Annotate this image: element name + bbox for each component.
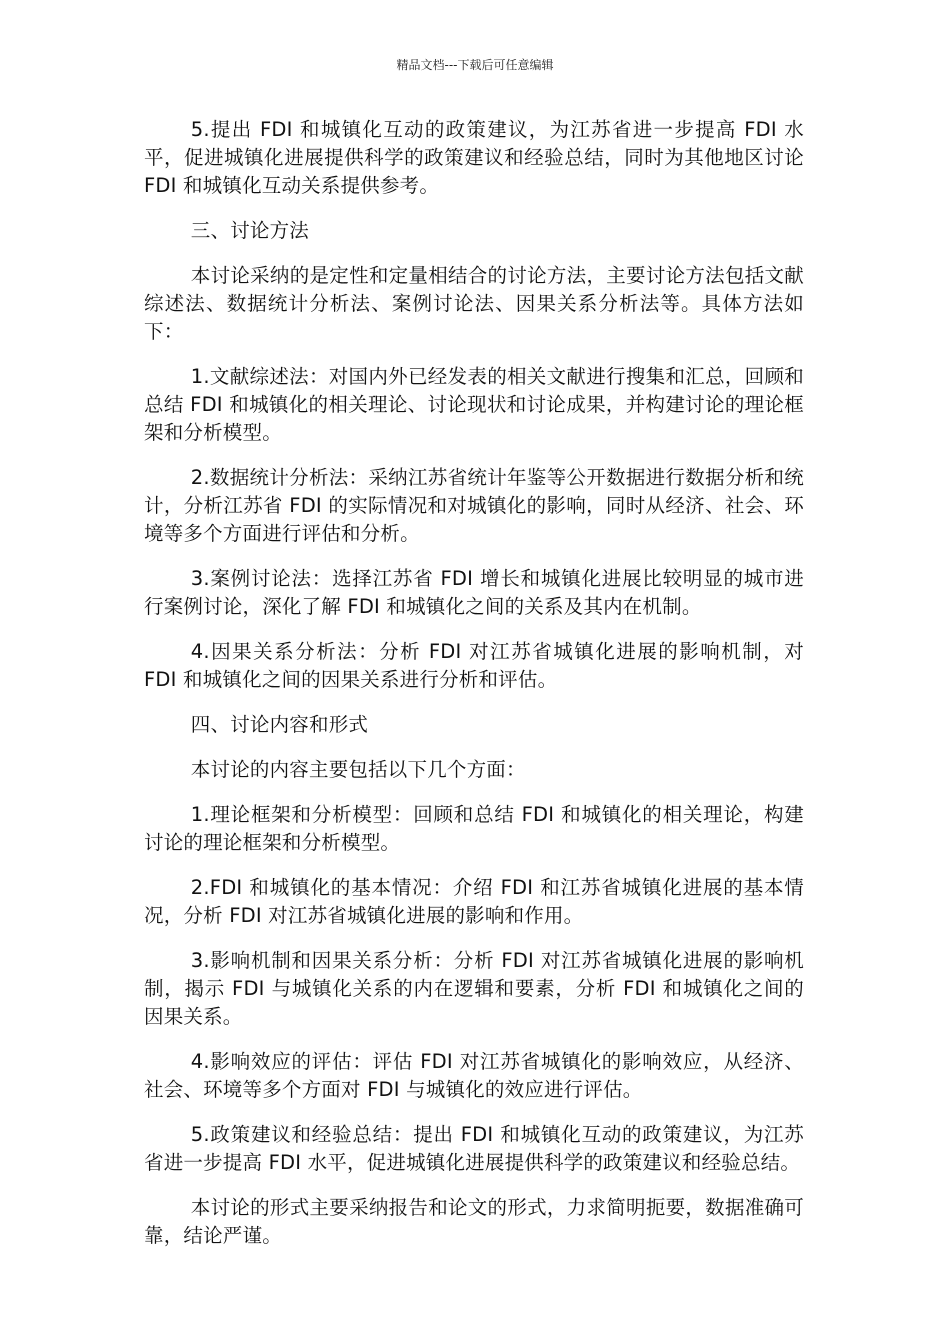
paragraph-method-literature: 1.文献综述法：对国内外已经发表的相关文献进行搜集和汇总，回顾和总结 FDI 和城镇化的相关理论、讨论现状和讨论成果，并构建讨论的理论框架和分析模型。 [144, 365, 804, 444]
document-body [144, 116, 804, 1267]
paragraph-method-causal: 4.因果关系分析法：分析 FDI 对江苏省城镇化进展的影响机制，对 FDI 和城镇化之间的因果关系进行分析和评估。 [144, 640, 804, 691]
paragraph-content-basic: 2.FDI 和城镇化的基本情况：介绍 FDI 和江苏省城镇化进展的基本情况，分析 FDI 对江苏省城镇化进展的影响和作用。 [144, 876, 804, 927]
paragraph-methods-intro: 本讨论采纳的是定性和定量相结合的讨论方法，主要讨论方法包括文献综述法、数据统计分析法、案例讨论法、因果关系分析法等。具体方法如下： [144, 264, 804, 343]
paragraph-content-evaluation: 4.影响效应的评估：评估 FDI 对江苏省城镇化的影响效应，从经济、社会、环境等多个方面对 FDI 与城镇化的效应进行评估。 [144, 1050, 804, 1101]
paragraph-policy-suggestion: 5.提出 FDI 和城镇化互动的政策建议，为江苏省进一步提高 FDI 水平，促进城镇化进展提供科学的政策建议和经验总结，同时为其他地区讨论 FDI 和城镇化互动关系提供参考。 [144, 118, 804, 197]
section-heading-methods: 三、讨论方法 [190, 219, 309, 242]
paragraph-content-intro: 本讨论的内容主要包括以下几个方面： [190, 758, 526, 781]
paragraph-method-case-study: 3.案例讨论法：选择江苏省 FDI 增长和城镇化进展比较明显的城市进行案例讨论，深化了解 FDI 和城镇化之间的关系及其内在机制。 [144, 567, 804, 618]
section-heading-content: 四、讨论内容和形式 [190, 713, 369, 736]
page-header: 精品文档---下载后可任意编辑 [396, 58, 554, 72]
paragraph-method-statistics: 2.数据统计分析法：采纳江苏省统计年鉴等公开数据进行数据分析和统计，分析江苏省 FDI 的实际情况和对城镇化的影响，同时从经济、社会、环境等多个方面进行评估和分析。 [144, 466, 804, 545]
paragraph-content-policy: 5.政策建议和经验总结：提出 FDI 和城镇化互动的政策建议，为江苏省进一步提高 FDI 水平，促进城镇化进展提供科学的政策建议和经验总结。 [144, 1123, 804, 1174]
paragraph-form: 本讨论的形式主要采纳报告和论文的形式，力求简明扼要，数据准确可靠，结论严谨。 [144, 1196, 804, 1247]
paragraph-content-mechanism: 3.影响机制和因果关系分析：分析 FDI 对江苏省城镇化进展的影响机制，揭示 FDI 与城镇化关系的内在逻辑和要素，分析 FDI 和城镇化之间的因果关系。 [144, 949, 804, 1028]
paragraph-content-framework: 1.理论框架和分析模型：回顾和总结 FDI 和城镇化的相关理论，构建讨论的理论框架和分析模型。 [144, 803, 804, 854]
